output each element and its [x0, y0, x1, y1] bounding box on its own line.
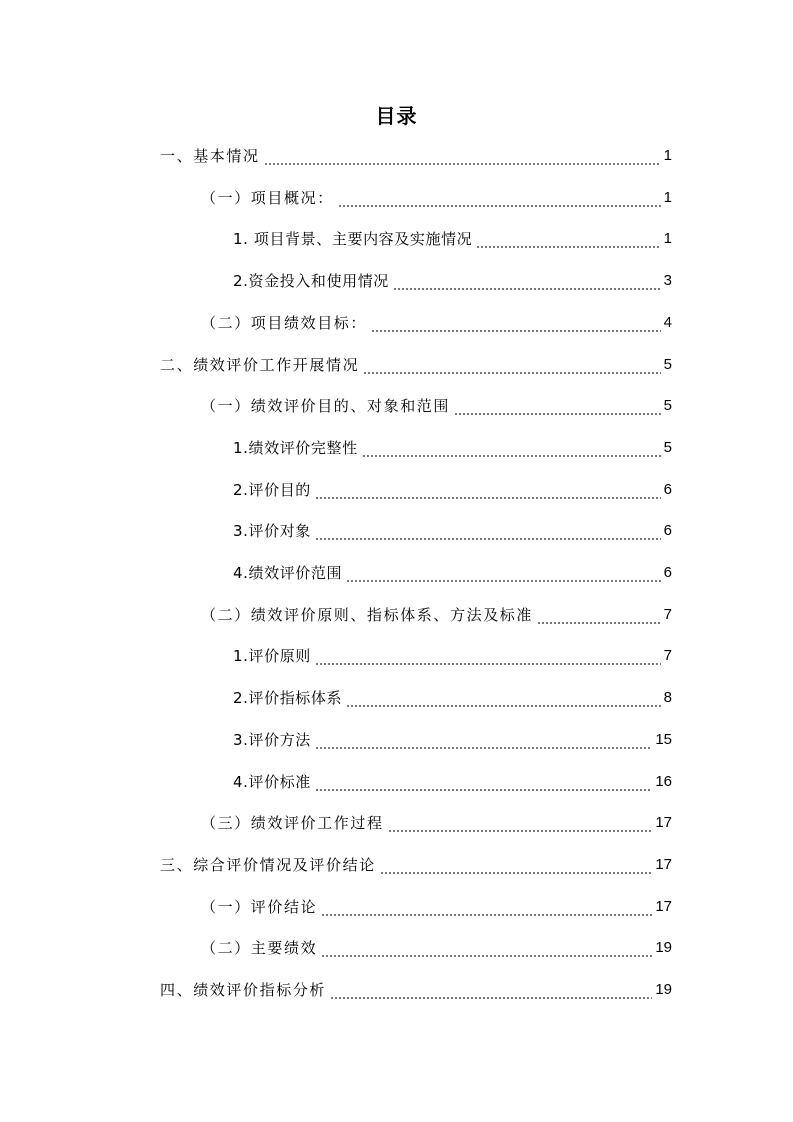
toc-page-number: 8 [663, 689, 672, 706]
toc-dot-leader [315, 519, 661, 543]
toc-page-number: 7 [663, 606, 672, 623]
toc-dot-leader [362, 436, 661, 460]
toc-dot-leader [537, 603, 661, 627]
toc-dot-leader [346, 686, 661, 710]
toc-entry-text: 2.评价指标体系 [233, 689, 343, 707]
toc-entry[interactable] [201, 932, 672, 960]
toc-entry-text: 1. 项目背景、主要内容及实施情况 [233, 230, 473, 248]
toc-entry-text: 一、基本情况 [160, 147, 260, 165]
toc-dot-leader [454, 394, 661, 418]
toc-dot-leader [321, 895, 652, 919]
toc-entry[interactable] [160, 849, 672, 877]
toc-entry[interactable] [201, 891, 672, 919]
toc-entry[interactable] [201, 807, 672, 835]
toc-entry-text: （二）主要绩效 [201, 939, 318, 957]
toc-entry[interactable] [201, 182, 672, 210]
toc-dot-leader [346, 561, 661, 585]
toc-entry[interactable] [233, 474, 672, 502]
toc-page-number: 7 [663, 647, 672, 664]
toc-dot-leader [380, 853, 653, 877]
toc-page-number: 17 [655, 898, 672, 915]
toc-entry-text: 三、综合评价情况及评价结论 [160, 856, 376, 874]
toc-entry-text: 2.评价目的 [233, 481, 311, 499]
toc-entry-text: （二）项目绩效目标： [201, 314, 368, 332]
toc-page-number: 15 [655, 731, 672, 748]
toc-page-number: 4 [663, 314, 672, 331]
toc-page-number: 16 [655, 773, 672, 790]
toc-entry[interactable] [233, 223, 672, 251]
toc-entry[interactable] [201, 307, 672, 335]
toc-entry-text: 1.绩效评价完整性 [233, 439, 358, 457]
toc-page-number: 17 [655, 814, 672, 831]
toc-dot-leader [371, 311, 661, 335]
toc-entry-text: （二）绩效评价原则、指标体系、方法及标准 [201, 606, 534, 624]
toc-page-number: 5 [663, 356, 672, 373]
toc-dot-leader [363, 353, 660, 377]
toc-entry-text: 2.资金投入和使用情况 [233, 272, 389, 290]
toc-page-number: 6 [663, 522, 672, 539]
toc-page-number: 17 [655, 856, 672, 873]
toc-dot-leader [338, 186, 661, 210]
toc-entry[interactable] [233, 515, 672, 543]
toc-entry-text: 4.评价标准 [233, 773, 311, 791]
toc-entry-text: 3.评价对象 [233, 522, 311, 540]
toc-entry[interactable] [201, 599, 672, 627]
toc-entry-text: （一）绩效评价目的、对象和范围 [201, 397, 451, 415]
toc-entry[interactable] [233, 265, 672, 293]
toc-page-number: 1 [663, 230, 672, 247]
toc-entry-text: 4.绩效评价范围 [233, 564, 343, 582]
toc-entry[interactable] [233, 766, 672, 794]
toc-page-number: 6 [663, 564, 672, 581]
toc-entry-text: 四、绩效评价指标分析 [160, 981, 327, 999]
toc-dot-leader [264, 144, 661, 168]
toc-entry[interactable] [160, 140, 672, 168]
toc-entry-text: 二、绩效评价工作开展情况 [160, 356, 360, 374]
toc-dot-leader [315, 644, 661, 668]
toc-page-number: 1 [663, 189, 672, 206]
toc-entry[interactable] [233, 432, 672, 460]
toc-entry[interactable] [201, 390, 672, 418]
toc-page-number: 5 [663, 397, 672, 414]
toc-entry-text: （三）绩效评价工作过程 [201, 814, 384, 832]
toc-entry[interactable] [160, 974, 672, 1002]
toc-entry-text: （一）评价结论 [201, 898, 318, 916]
toc-entry[interactable] [233, 724, 672, 752]
toc-page-number: 19 [655, 939, 672, 956]
toc-dot-leader [315, 770, 652, 794]
toc-dot-leader [476, 227, 660, 251]
toc-entry-text: 3.评价方法 [233, 731, 311, 749]
toc-entry[interactable] [160, 349, 672, 377]
toc-entry[interactable] [233, 557, 672, 585]
toc-page-number: 3 [663, 272, 672, 289]
toc-entry[interactable] [233, 640, 672, 668]
toc-dot-leader [393, 269, 661, 293]
toc-dot-leader [315, 478, 661, 502]
toc-dot-leader [321, 936, 652, 960]
toc-entry-text: 1.评价原则 [233, 647, 311, 665]
toc-title: 目录 [375, 104, 418, 128]
toc-page-number: 19 [655, 981, 672, 998]
toc-dot-leader [315, 728, 652, 752]
toc-entry[interactable] [233, 682, 672, 710]
toc-entry-text: （一）项目概况： [201, 189, 334, 207]
toc-page-number: 5 [663, 439, 672, 456]
toc-page-number: 1 [663, 147, 672, 164]
toc-page-number: 6 [663, 481, 672, 498]
toc-dot-leader [330, 978, 652, 1002]
toc-dot-leader [388, 811, 653, 835]
